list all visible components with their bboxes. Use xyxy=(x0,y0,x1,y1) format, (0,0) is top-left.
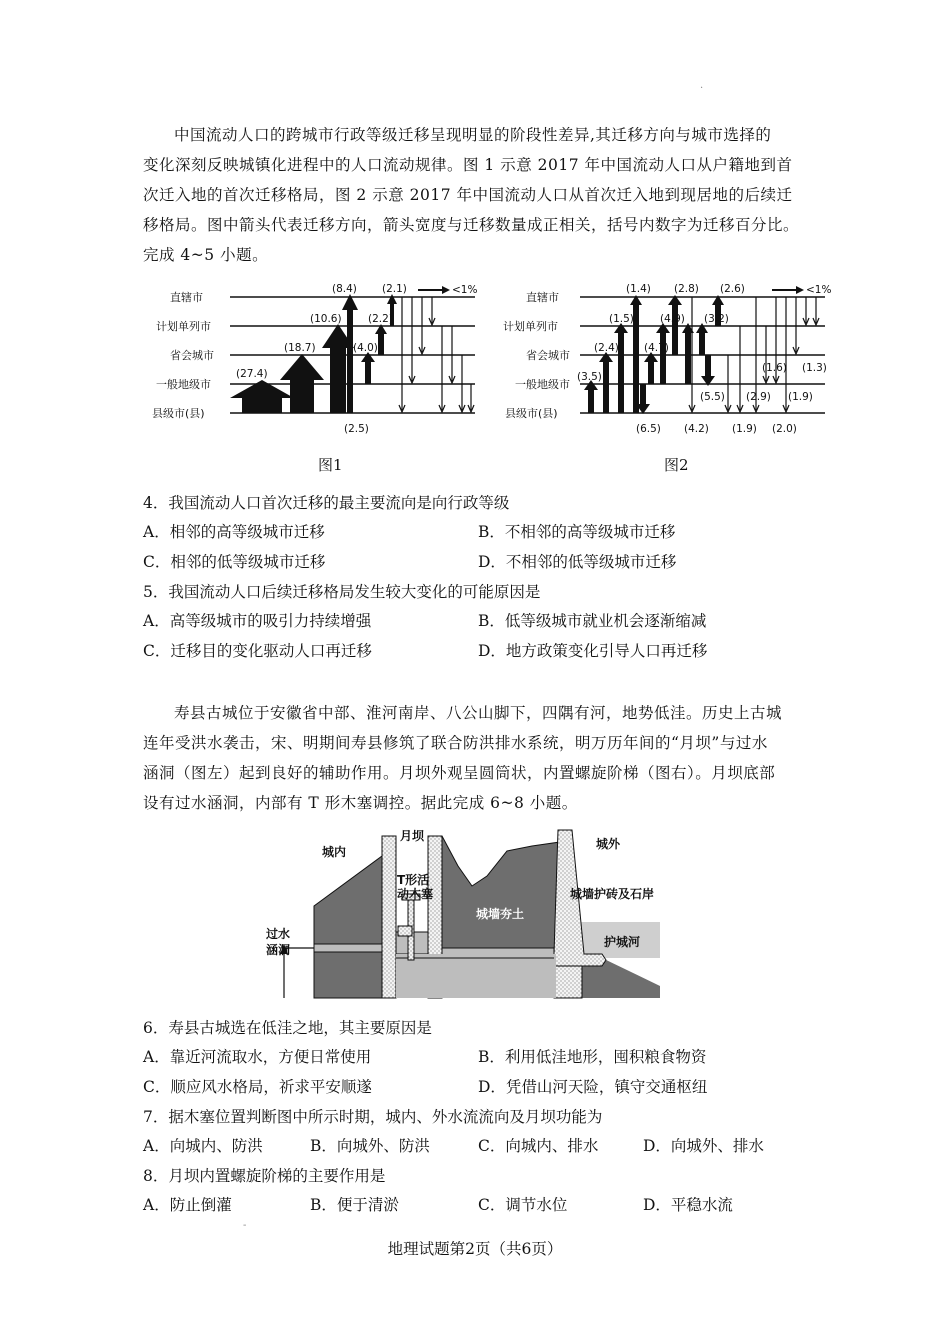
level-label: 直辖市 xyxy=(526,291,559,304)
passage-2-line: 连年受洪水袭击，宋、明期间寿县修筑了联合防洪排水系统，明万历年间的“月坝”与过水 xyxy=(143,734,768,752)
question-8-stem: 8．月坝内置螺旋阶梯的主要作用是 xyxy=(143,1167,386,1185)
value-label: <1% xyxy=(806,284,832,296)
question-6-option-c[interactable]: C．顺应风水格局，祈求平安顺遂 xyxy=(143,1078,372,1096)
page-footer: 地理试题第2页（共6页） xyxy=(387,1240,563,1258)
value-label: (1.9) xyxy=(788,391,813,403)
value-label: (2.2) xyxy=(368,313,393,325)
passage-2-line: 寿县古城位于安徽省中部、淮河南岸、八公山脚下，四隅有河，地势低洼。历史上古城 xyxy=(174,704,783,722)
value-label: (2.1) xyxy=(382,283,407,295)
level-label: 计划单列市 xyxy=(156,320,211,333)
value-label: (1.4) xyxy=(626,283,651,295)
value-label: (2.4) xyxy=(594,342,619,354)
value-label: (2.9) xyxy=(746,391,771,403)
value-label: (8.4) xyxy=(332,283,357,295)
question-5-stem: 5．我国流动人口后续迁移格局发生较大变化的可能原因是 xyxy=(143,583,541,601)
passage-1-line: 次迁入地的首次迁移格局，图 2 示意 2017 年中国流动人口从首次迁入地到现居地的后续迁 xyxy=(143,186,793,204)
level-label: 一般地级市 xyxy=(515,378,570,391)
figure-3-yueba-section xyxy=(262,826,682,1004)
value-label: (2.8) xyxy=(674,283,699,295)
label-t-plug: T形活 xyxy=(397,873,430,887)
label-wall-earth: 城墙夯土 xyxy=(476,907,525,921)
question-6-option-d[interactable]: D．凭借山河天险，镇守交通枢纽 xyxy=(478,1078,708,1096)
question-5-option-a[interactable]: A．高等级城市的吸引力持续增强 xyxy=(143,612,372,630)
passage-1 xyxy=(143,120,823,270)
value-label: (2.0) xyxy=(772,423,797,435)
value-label: (1.5) xyxy=(609,313,634,325)
value-label: (27.4) xyxy=(236,368,268,380)
question-8-option-d[interactable]: D．平稳水流 xyxy=(643,1196,733,1214)
question-6-stem: 6．寿县古城选在低洼之地，其主要原因是 xyxy=(143,1019,432,1037)
label-culvert: 涵洞 xyxy=(266,943,291,957)
question-5-option-c[interactable]: C．迁移目的变化驱动人口再迁移 xyxy=(143,642,372,660)
value-label: (1.9) xyxy=(732,423,757,435)
question-7-option-b[interactable]: B．向城外、防洪 xyxy=(310,1137,430,1155)
passage-1-line: 变化深刻反映城镇化进程中的人口流动规律。图 1 示意 2017 年中国流动人口从户籍地到首 xyxy=(143,156,793,174)
value-label: (1.3) xyxy=(802,362,827,374)
question-7-option-c[interactable]: C．向城内、排水 xyxy=(478,1137,599,1155)
value-label: (2.6) xyxy=(720,283,745,295)
question-5-option-b[interactable]: B．低等级城市就业机会逐渐缩减 xyxy=(478,612,707,630)
label-yueba: 月坝 xyxy=(400,829,425,843)
label-moat: 护城河 xyxy=(604,935,641,949)
question-4-option-d[interactable]: D．不相邻的低等级城市迁移 xyxy=(478,553,677,571)
label-outside-city: 城外 xyxy=(596,837,621,851)
question-4-option-c[interactable]: C．相邻的低等级城市迁移 xyxy=(143,553,326,571)
question-8-option-a[interactable]: A．防止倒灌 xyxy=(143,1196,232,1214)
question-8-option-b[interactable]: B．便于清淤 xyxy=(310,1196,399,1214)
value-label: (18.7) xyxy=(284,342,316,354)
value-label: (6.5) xyxy=(636,423,661,435)
question-5-option-d[interactable]: D．地方政策变化引导人口再迁移 xyxy=(478,642,708,660)
value-label: (4.2) xyxy=(684,423,709,435)
level-label: 县级市(县) xyxy=(152,407,205,420)
label-t-plug: 动木塞 xyxy=(397,887,434,901)
value-label: <1% xyxy=(452,284,478,296)
value-label: (4.7) xyxy=(644,342,669,354)
label-culvert: 过水 xyxy=(266,927,291,941)
value-label: (4.0) xyxy=(353,342,378,354)
passage-2-line: 涵洞（图左）起到良好的辅助作用。月坝外观呈圆筒状，内置螺旋阶梯（图右）。月坝底部 xyxy=(143,764,776,782)
question-4-stem: 4．我国流动人口首次迁移的最主要流向是向行政等级 xyxy=(143,494,510,512)
value-label: (3.2) xyxy=(704,313,729,325)
figure-1-caption: 图1 xyxy=(318,456,343,474)
scan-mark: - xyxy=(243,1220,247,1231)
value-label: (1.6) xyxy=(762,362,787,374)
label-wall-stone: 城墙护砖及石岸 xyxy=(570,887,655,901)
value-label: (2.5) xyxy=(344,423,369,435)
figure-2-caption: 图2 xyxy=(664,456,689,474)
question-7-option-a[interactable]: A．向城内、防洪 xyxy=(143,1137,263,1155)
question-6-option-a[interactable]: A．靠近河流取水，方便日常使用 xyxy=(143,1048,372,1066)
level-label: 一般地级市 xyxy=(156,378,211,391)
level-label: 省会城市 xyxy=(170,349,214,362)
arrow-4-0 xyxy=(361,352,375,384)
question-6-option-b[interactable]: B．利用低洼地形，囤积粮食物资 xyxy=(478,1048,707,1066)
value-label: (5.5) xyxy=(700,391,725,403)
level-label: 省会城市 xyxy=(526,349,570,362)
value-label: (3.5) xyxy=(577,371,602,383)
question-8-option-c[interactable]: C．调节水位 xyxy=(478,1196,568,1214)
level-label: 直辖市 xyxy=(170,291,203,304)
figure-1-migration-diagram xyxy=(152,280,480,440)
level-label: 计划单列市 xyxy=(503,320,558,333)
passage-1-line: 完成 4~5 小题。 xyxy=(143,246,269,264)
question-4-option-b[interactable]: B．不相邻的高等级城市迁移 xyxy=(478,523,676,541)
passage-2-line: 设有过水涵洞，内部有 T 形木塞调控。据此完成 6~8 小题。 xyxy=(143,794,578,812)
figure-2-migration-diagram xyxy=(500,280,840,450)
value-label: (10.6) xyxy=(310,313,342,325)
level-label: 县级市(县) xyxy=(505,407,558,420)
scan-mark: . xyxy=(700,80,704,91)
passage-1-line: 移格局。图中箭头代表迁移方向，箭头宽度与迁移数量成正相关，括号内数字为迁移百分比。 xyxy=(143,216,800,234)
passage-2 xyxy=(143,698,823,818)
question-7-option-d[interactable]: D．向城外、排水 xyxy=(643,1137,764,1155)
value-label: (4.9) xyxy=(660,313,685,325)
arrow-27-4 xyxy=(230,380,294,413)
label-inside-city: 城内 xyxy=(322,845,347,859)
question-4-option-a[interactable]: A．相邻的高等级城市迁移 xyxy=(143,523,325,541)
question-7-stem: 7．据木塞位置判断图中所示时期，城内、外水流流向及月坝功能为 xyxy=(143,1108,603,1126)
passage-1-line: 中国流动人口的跨城市行政等级迁移呈现明显的阶段性差异,其迁移方向与城市选择的 xyxy=(174,126,772,144)
